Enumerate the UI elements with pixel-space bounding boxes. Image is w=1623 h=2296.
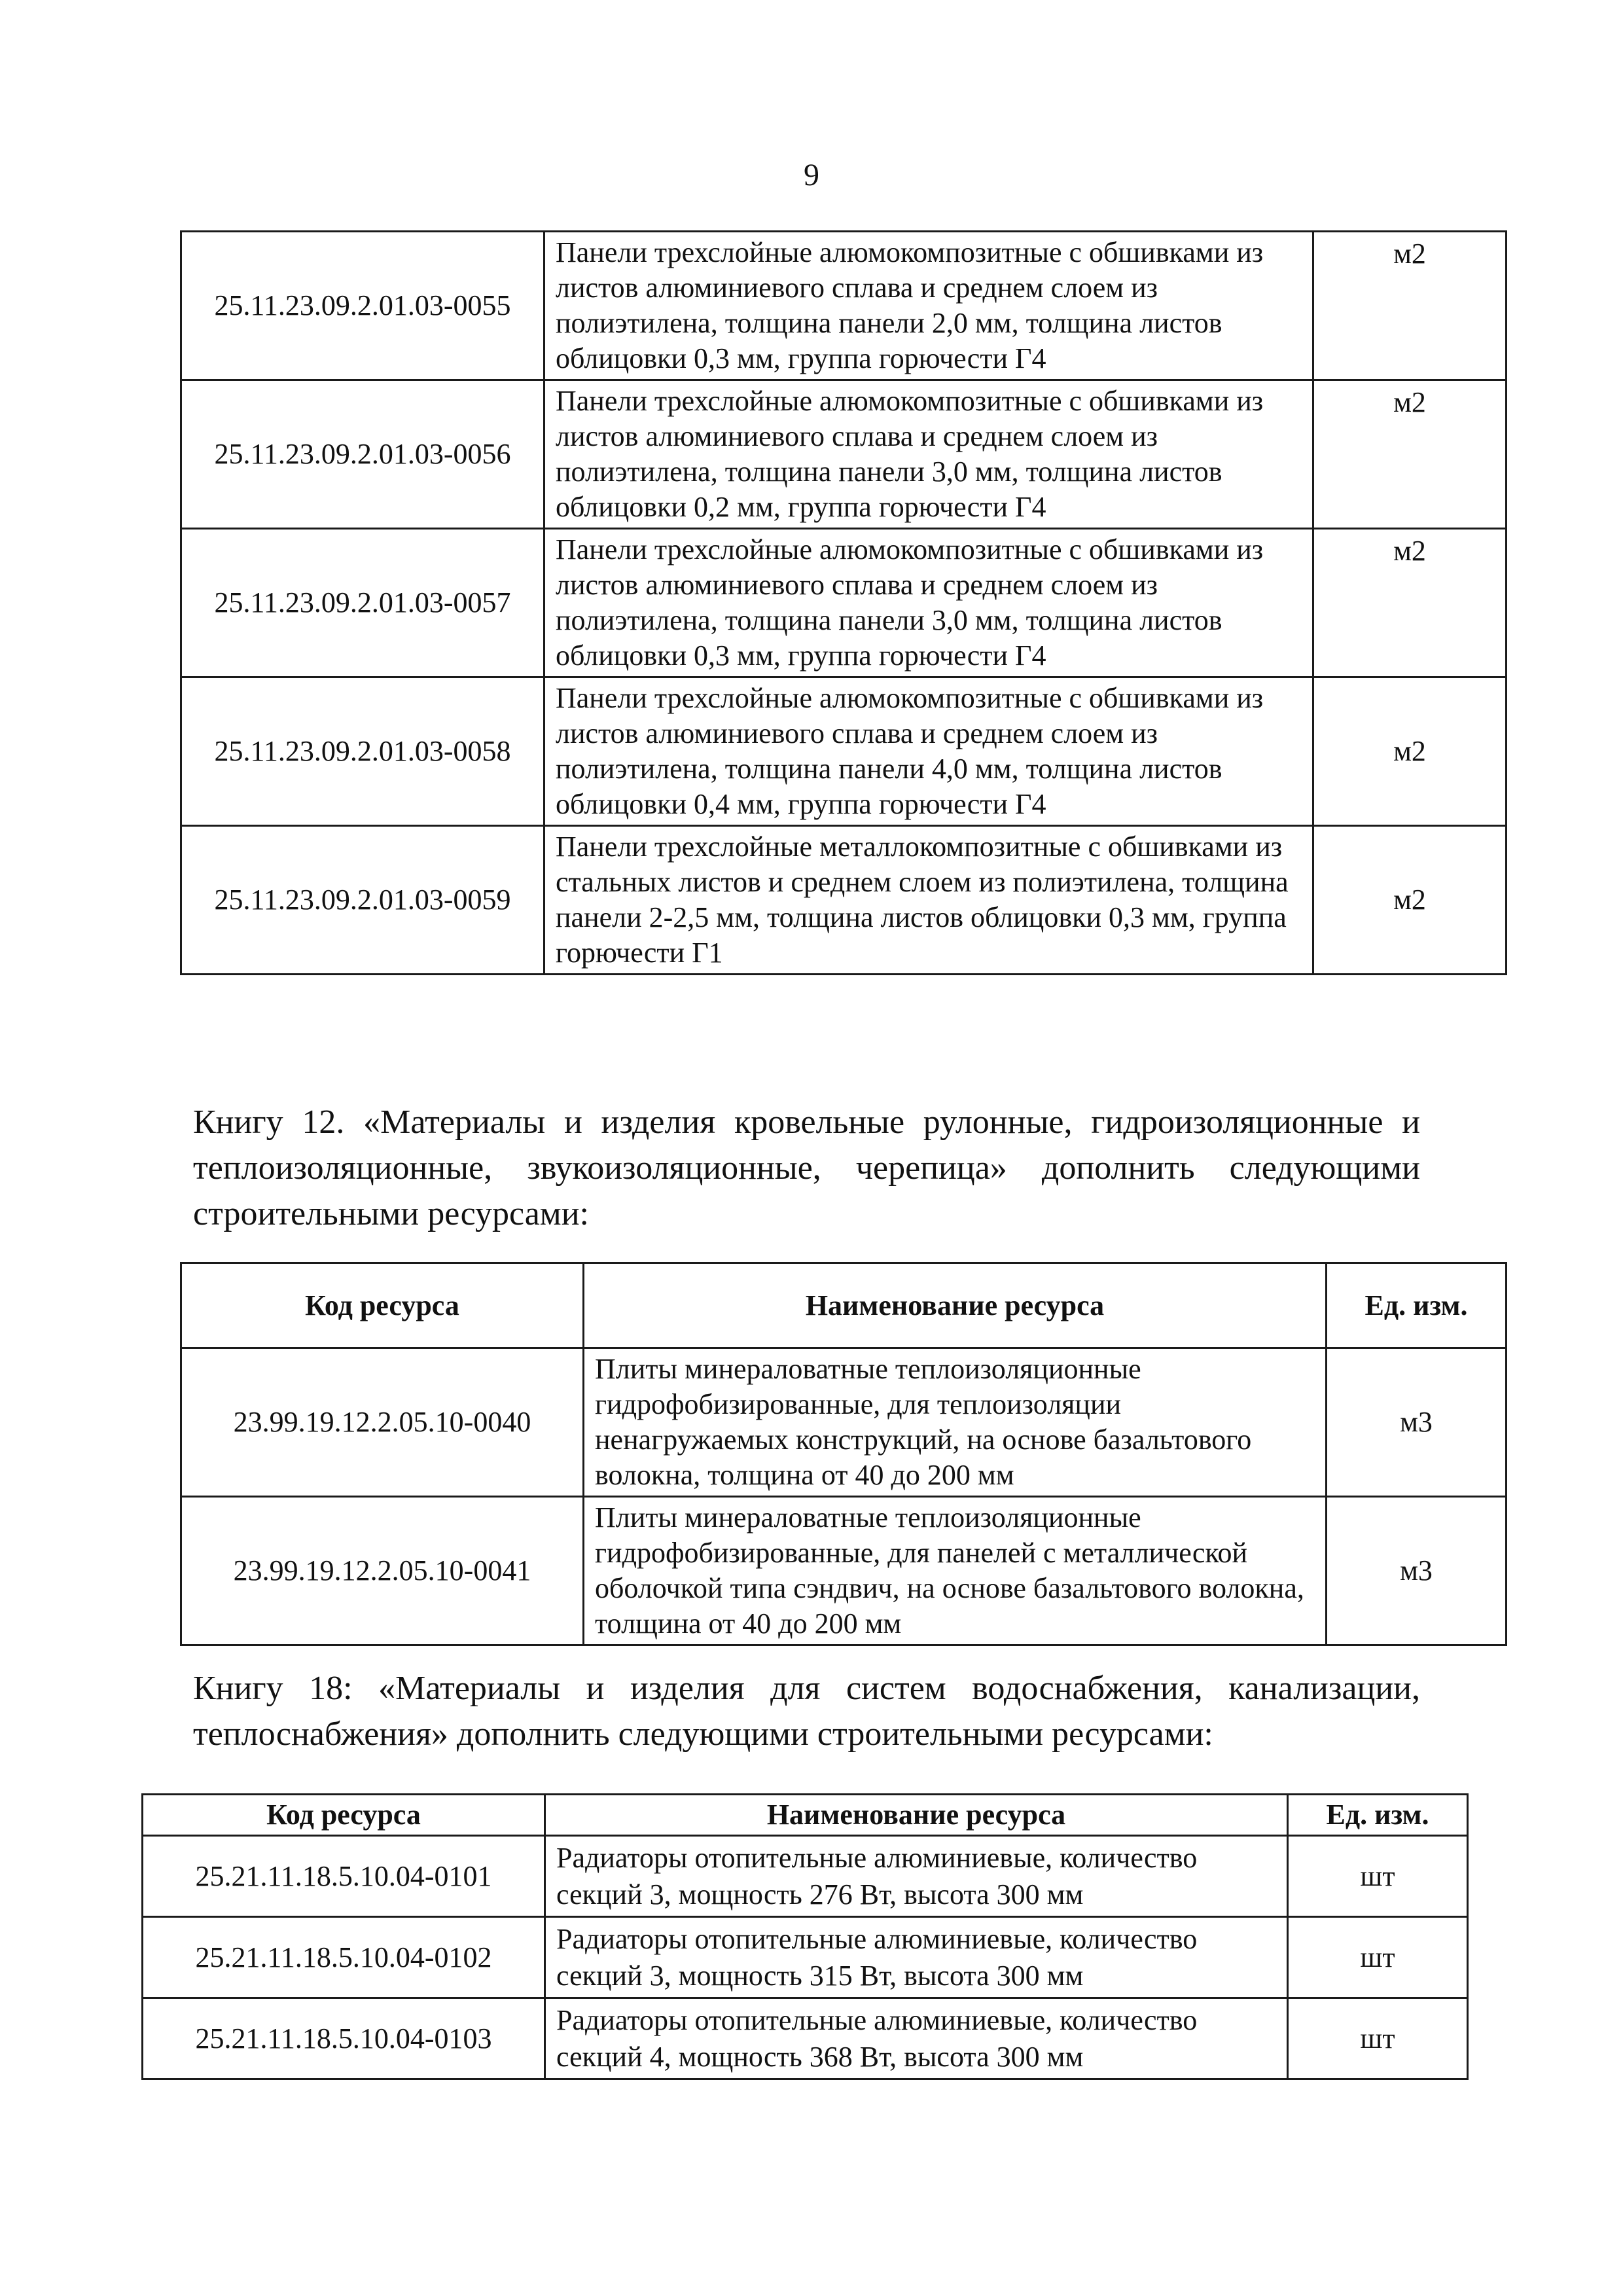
resource-unit: м3 [1327, 1497, 1507, 1645]
resource-name: Плиты минераловатные теплоизоляционные гидрофобизированные, для панелей с металлической оболочкой типа сэндвич, на основе базальтового волокна, толщина от 40 до 200 мм [584, 1497, 1327, 1645]
resource-code: 25.11.23.09.2.01.03-0059 [181, 826, 544, 975]
resource-name: Панели трехслойные алюмокомпозитные с обшивками из листов алюминиевого сплава и среднем слоем из полиэтилена, толщина панели 3,0 мм, толщина листов облицовки 0,3 мм, группа горючести Г4 [544, 529, 1313, 677]
resource-code: 25.21.11.18.5.10.04-0101 [143, 1836, 545, 1917]
table-row [143, 1917, 1468, 1998]
header-unit: Ед. изм. [1288, 1795, 1468, 1836]
table-row [181, 1497, 1507, 1645]
resource-code: 25.11.23.09.2.01.03-0055 [181, 232, 544, 380]
resource-unit: м2 [1313, 677, 1507, 826]
resource-name: Панели трехслойные алюмокомпозитные с обшивками из листов алюминиевого сплава и среднем слоем из полиэтилена, толщина панели 3,0 мм, толщина листов облицовки 0,2 мм, группа горючести Г4 [544, 380, 1313, 529]
resources-table-book-11 [180, 230, 1507, 975]
table-row [143, 1836, 1468, 1917]
page-number: 9 [804, 158, 819, 192]
table-row [143, 1998, 1468, 2079]
header-code: Код ресурса [181, 1263, 584, 1348]
resource-name: Плиты минераловатные теплоизоляционные гидрофобизированные, для теплоизоляции ненагружаемых конструкций, на основе базальтового волокна, толщина от 40 до 200 мм [584, 1348, 1327, 1497]
resources-table-book-18 [141, 1793, 1469, 2080]
resources-table-book-12 [180, 1262, 1507, 1646]
table-row [181, 1348, 1507, 1497]
resource-name: Панели трехслойные металлокомпозитные с обшивками из стальных листов и среднем слоем из полиэтилена, толщина панели 2-2,5 мм, толщина листов облицовки 0,3 мм, группа горючести Г1 [544, 826, 1313, 975]
resource-name: Радиаторы отопительные алюминиевые, количество секций 4, мощность 368 Вт, высота 300 мм [545, 1998, 1288, 2079]
resource-unit: шт [1288, 1917, 1468, 1998]
resource-unit: м3 [1327, 1348, 1507, 1497]
book-12-intro-paragraph: Книгу 12. «Материалы и изделия кровельные рулонные, гидроизоляционные и теплоизоляционные, звукоизоляционные, черепица» дополнить следующими строительными ресурсами: [193, 1103, 1420, 1232]
table-row [181, 826, 1507, 975]
resource-code: 25.11.23.09.2.01.03-0058 [181, 677, 544, 826]
resource-unit: шт [1288, 1836, 1468, 1917]
resource-code: 25.21.11.18.5.10.04-0102 [143, 1917, 545, 1998]
header-unit: Ед. изм. [1327, 1263, 1507, 1348]
resource-name: Панели трехслойные алюмокомпозитные с обшивками из листов алюминиевого сплава и среднем слоем из полиэтилена, толщина панели 2,0 мм, толщина листов облицовки 0,3 мм, группа горючести Г4 [544, 232, 1313, 380]
table-row [181, 232, 1507, 380]
resource-unit: м2 [1313, 232, 1507, 380]
header-code: Код ресурса [143, 1795, 545, 1836]
table-row [181, 380, 1507, 529]
resource-unit: м2 [1313, 380, 1507, 529]
table-header-row [143, 1795, 1468, 1836]
resource-code: 25.11.23.09.2.01.03-0056 [181, 380, 544, 529]
resource-unit: м2 [1313, 826, 1507, 975]
table-header-row [181, 1263, 1507, 1348]
table-row [181, 677, 1507, 826]
resource-code: 23.99.19.12.2.05.10-0040 [181, 1348, 584, 1497]
header-name: Наименование ресурса [545, 1795, 1288, 1836]
resource-name: Радиаторы отопительные алюминиевые, количество секций 3, мощность 276 Вт, высота 300 мм [545, 1836, 1288, 1917]
resource-name: Панели трехслойные алюмокомпозитные с обшивками из листов алюминиевого сплава и среднем слоем из полиэтилена, толщина панели 4,0 мм, толщина листов облицовки 0,4 мм, группа горючести Г4 [544, 677, 1313, 826]
table-row [181, 529, 1507, 677]
resource-code: 23.99.19.12.2.05.10-0041 [181, 1497, 584, 1645]
resource-code: 25.11.23.09.2.01.03-0057 [181, 529, 544, 677]
resource-code: 25.21.11.18.5.10.04-0103 [143, 1998, 545, 2079]
header-name: Наименование ресурса [584, 1263, 1327, 1348]
resource-unit: шт [1288, 1998, 1468, 2079]
book-18-intro-paragraph: Книгу 18: «Материалы и изделия для систем водоснабжения, канализации, теплоснабжения» дополнить следующими строительными ресурсами: [193, 1670, 1420, 1753]
resource-unit: м2 [1313, 529, 1507, 677]
resource-name: Радиаторы отопительные алюминиевые, количество секций 3, мощность 315 Вт, высота 300 мм [545, 1917, 1288, 1998]
